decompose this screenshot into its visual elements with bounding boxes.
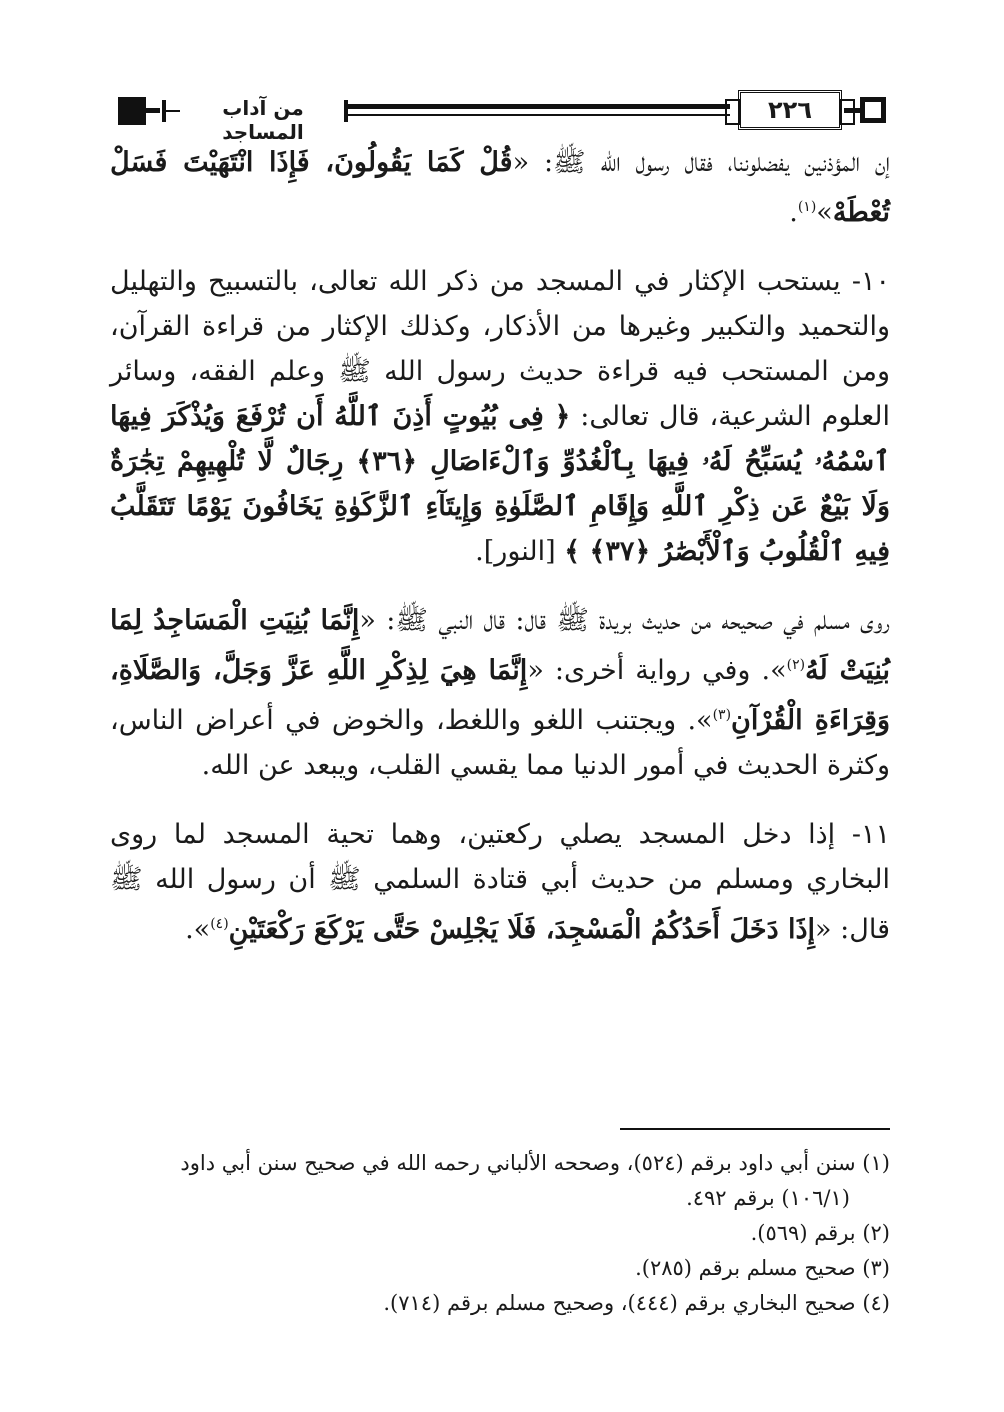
footnote-separator <box>620 1128 890 1130</box>
page-header <box>118 88 888 144</box>
footnote: (٤) صحيح البخاري برقم (٤٤٤)، وصحيح مسلم برقم (٧١٤). <box>383 1291 890 1315</box>
footnote-ref: (٤) <box>210 916 229 932</box>
hadith-text: إِذَا دَخَلَ أَحَدُكُمُ الْمَسْجِدَ، فَلَا يَجْلِسْ حَتَّى يَرْكَعَ رَكْعَتَيْنِ <box>228 914 816 945</box>
text: روى مسلم في صحيحه من حديث بريدة ﷺ قال: قال النبي ﷺ: « <box>359 605 890 636</box>
paragraph <box>110 259 890 574</box>
footnote: (٢) برقم (٥٦٩). <box>750 1221 890 1245</box>
footnote-ref: (٢) <box>786 657 806 673</box>
quran-verse: ﴿ فِى بُيُوتٍ أَذِنَ ٱللَّهُ أَن تُرْفَعَ وَيُذْكَرَ فِيهَا ٱسْمُهُۥ يُسَبِّحُ لَهُۥ فِيهَا بِٱلْغُدُوِّ وَٱلْءَاصَالِ ﴿٣٦﴾ رِجَالٌ لَّا تُلْهِيهِمْ تِجَٰرَةٌ وَلَا بَيْعٌ عَن ذِكْرِ ٱللَّهِ وَإِقَامِ ٱلصَّلَوٰةِ وَإِيتَآءِ ٱلزَّكَوٰةِ يَخَافُونَ يَوْمًا تَتَقَلَّبُ فِيهِ ٱلْقُلُوبُ وَٱلْأَبْصَٰرُ ﴿٣٧﴾ ﴾ <box>110 401 890 567</box>
page-body <box>110 140 890 952</box>
text: إن المؤذنين يفضلوننا، فقال رسول الله ﷺ: « <box>512 147 890 178</box>
header-rule <box>348 104 730 109</box>
text: ١١- إذا دخل المسجد يصلي ركعتين، وهما تحية المسجد لما روى البخاري ومسلم من حديث أبي قتادة السلمي ﷺ أن رسول الله ﷺ قال: « <box>110 819 890 945</box>
text: . <box>789 197 798 228</box>
hadith-text: إِنَّمَا بُنِيَتِ الْمَسَاجِدُ لِمَا بُنِيَتْ لَهُ <box>110 605 890 686</box>
paragraph <box>110 598 890 788</box>
paragraph <box>110 812 890 952</box>
hadith-text: قُلْ كَمَا يَقُولُونَ، فَإِذَا انْتَهَيْتَ فَسَلْ تُعْطَهْ <box>110 147 890 228</box>
footnote-ref: (٣) <box>712 707 732 723</box>
header-rule <box>166 110 180 112</box>
text: ». وفي رواية أخرى: « <box>527 655 787 686</box>
footnote: (١) سنن أبي داود برقم (٥٢٤)، وصححه الألباني رحمه الله في صحيح سنن أبي داود <box>180 1151 890 1175</box>
text: [النور]. <box>475 536 565 567</box>
footnote-continuation: (١٠٦/١) برقم ٤٩٢. <box>686 1186 850 1210</box>
book-title: من آداب المساجد <box>222 96 304 144</box>
paragraph <box>110 140 890 235</box>
text: ١٠- يستحب الإكثار في المسجد من ذكر الله تعالى، بالتسبيح والتهليل والتحميد والتكبير وغيرها من الأذكار، وكذلك الإكثار من قراءة القرآن، ومن المستحب فيه قراءة حديث رسول الله ﷺ وعلم الفقه، وسائر العلوم الشرعية، قال تعالى: <box>110 266 890 432</box>
header-rule <box>348 114 730 116</box>
text: » <box>816 197 833 228</box>
footnote-ref: (١) <box>797 199 817 215</box>
page-number: ٢٢٦ <box>738 90 842 130</box>
header-rule <box>844 108 860 113</box>
header-rule <box>146 108 160 113</box>
footnote: (٣) صحيح مسلم برقم (٢٨٥). <box>635 1256 890 1280</box>
text: ». ويجتنب اللغو واللغط، والخوض في أعراض الناس، وكثرة الحديث في أمور الدنيا مما يقسي القلب، ويبعد عن الله. <box>110 705 890 781</box>
hadith-text: إِنَّمَا هِيَ لِذِكْرِ اللَّهِ عَزَّ وَجَلَّ، وَالصَّلَاةِ، وَقِرَاءَةِ الْقُرْآنِ <box>110 655 890 736</box>
text: ». <box>185 914 211 945</box>
header-right-square <box>860 97 886 123</box>
header-left-square <box>118 97 146 125</box>
footnotes <box>110 1146 890 1321</box>
